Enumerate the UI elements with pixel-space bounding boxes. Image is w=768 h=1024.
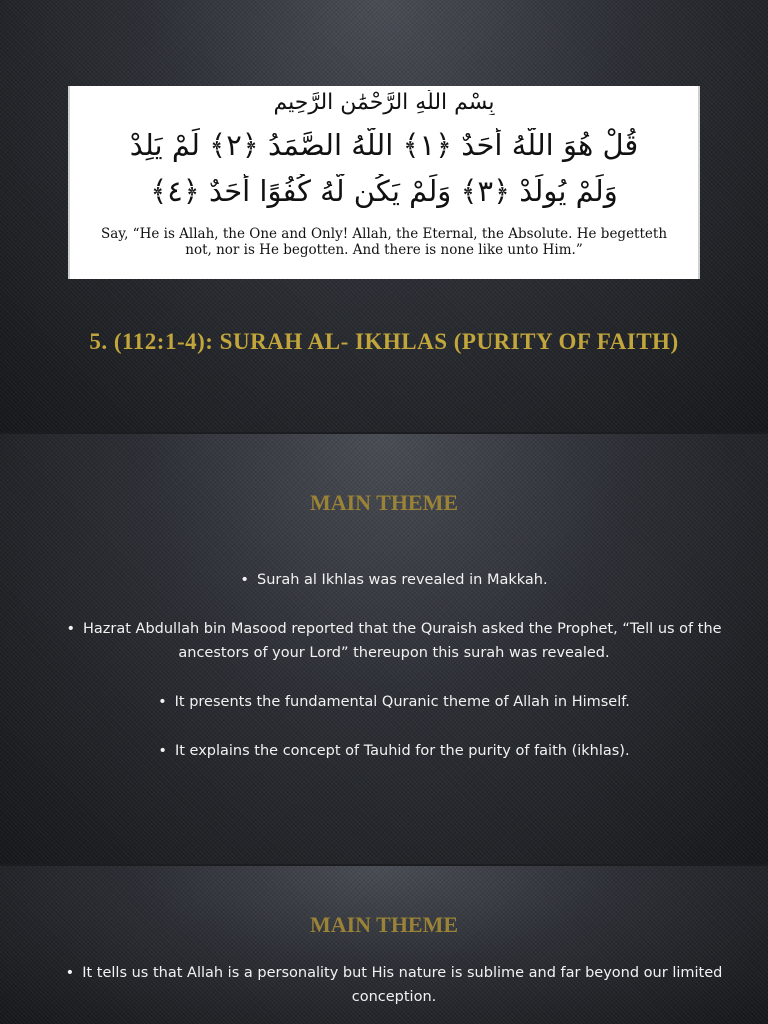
slide-main-theme-2 xyxy=(0,866,768,1024)
list-item: • It explains the concept of Tauhid for the purity of faith (ikhlas). xyxy=(30,739,758,763)
list-item: • It tells us that Allah is a personality but His nature is sublime and far beyond our limited conception. xyxy=(30,961,758,1009)
quran-verse-image xyxy=(68,86,700,279)
verse-translation: Say, “He is Allah, the One and Only! Allah, the Eternal, the Absolute. He begetteth not, nor is He begotten. And there is none like unto Him.” xyxy=(100,226,668,258)
list-item: • Surah al Ikhlas was revealed in Makkah. xyxy=(30,568,758,592)
slide-main-theme-1 xyxy=(0,434,768,864)
list-item: • It presents the fundamental Quranic theme of Allah in Himself. xyxy=(30,690,758,714)
arabic-verse-line-1: قُلْ هُوَ اللَّهُ أَحَدٌ ﴿١﴾ اللَّهُ الصَّمَدُ ﴿٢﴾ لَمْ يَلِدْ xyxy=(129,128,639,162)
bullet-list xyxy=(30,961,758,1024)
bullet-list xyxy=(30,568,758,788)
list-item: • Hazrat Abdullah bin Masood reported that the Quraish asked the Prophet, “Tell us of the ancestors of your Lord” thereupon this surah was revealed. xyxy=(30,617,758,665)
arabic-basmala: بِسْمِ اللَّهِ الرَّحْمَٰنِ الرَّحِيمِ xyxy=(273,90,495,115)
slide-surah-ikhlas-title xyxy=(0,0,768,432)
slide-heading: MAIN THEME xyxy=(309,490,459,515)
slide-heading: MAIN THEME xyxy=(309,912,459,937)
slide-title: 5. (112:1-4): SURAH AL- IKHLAS (PURITY OF FAITH) xyxy=(89,329,679,354)
arabic-verse-line-2: وَلَمْ يُولَدْ ﴿٣﴾ وَلَمْ يَكُن لَّهُ كُفُوًا أَحَدٌ ﴿٤﴾ xyxy=(150,174,618,208)
